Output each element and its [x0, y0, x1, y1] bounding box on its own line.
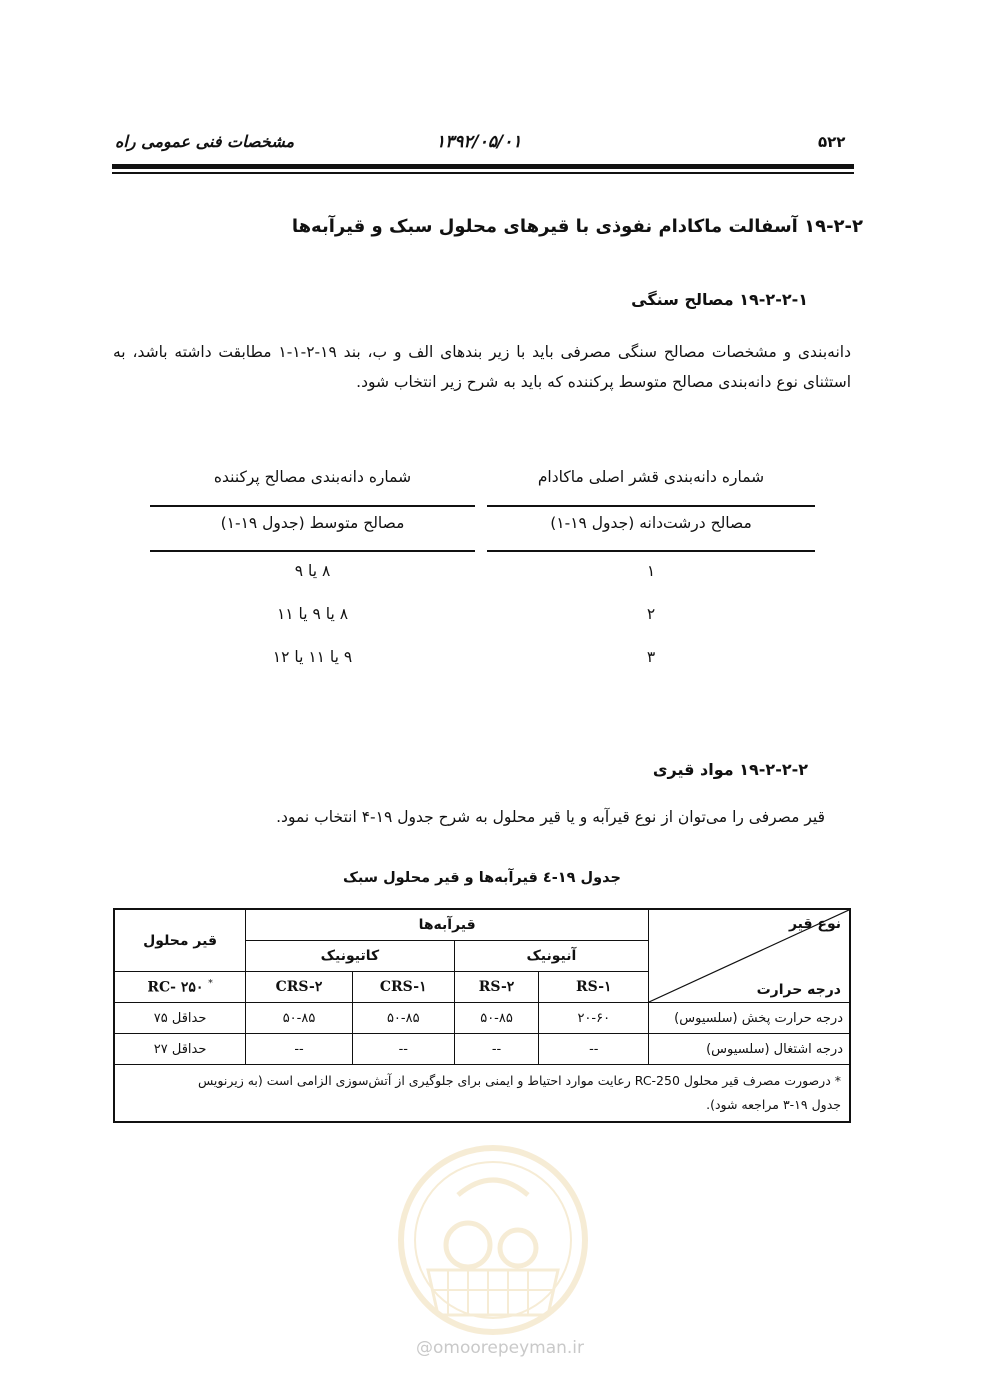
subsection-heading-aggregates: ۱۹-۲-۲-۱ مصالح سنگی	[631, 290, 808, 309]
grading-filler-3: ۹ یا ۱۱ یا ۱۲	[272, 648, 353, 666]
grading-col2-header-line1: شماره دانه‌بندی مصالح پرکننده	[213, 468, 412, 486]
grade-rc250-label: RC- ۲۵۰	[147, 979, 204, 996]
grade-crs2: CRS-۲	[246, 972, 353, 1003]
cell-flash-rs2: --	[454, 1034, 539, 1065]
paragraph-bitumen: قیر مصرفی را می‌توان از نوع قیرآبه و یا قیر محلول به شرح جدول ۱۹-۴ انتخاب نمود.	[276, 808, 825, 826]
footnote-line-2: جدول ۱۹-۳ مراجعه شود).	[706, 1097, 841, 1112]
grading-main-3: ۳	[646, 648, 656, 666]
grading-col1-header-line2: مصالح درشت‌دانه (جدول ۱۹-۱)	[550, 514, 752, 532]
watermark-text: @omoorepeyman.ir	[415, 1338, 585, 1358]
bitumen-table	[113, 908, 851, 1123]
paragraph-aggregates: دانه‌بندی و مشخصات مصالح سنگی مصرفی باید با زیر بندهای الف و ب، بند ۱۹-۲-۱-۱ مطابقت داشته باشد، به استثنای نوع دانه‌بندی مصالح متوسط پرکننده که باید به شرح زیر انتخاب شود.	[113, 343, 851, 391]
cell-flash-crs2: --	[246, 1034, 353, 1065]
grade-rc250-star: *	[208, 978, 213, 989]
grading-filler-1: ۸ یا ۹	[294, 562, 331, 580]
running-header-title: مشخصات فنی عمومی راه	[115, 132, 295, 151]
cell-flash-rc250: حداقل ۲۷	[114, 1034, 246, 1065]
running-header-date: ۱۳۹۲/۰۵/۰۱	[436, 132, 522, 152]
grading-rule-2b	[150, 550, 475, 552]
row-label-spray-temp: درجه حرارت پخش (سلسیوس)	[649, 1003, 850, 1034]
grading-col1-header-line1: شماره دانه‌بندی قشر اصلی ماکادام	[537, 468, 765, 486]
grade-crs1: CRS-۱	[352, 972, 454, 1003]
cell-spray-crs2: ۵۰-۸۵	[246, 1003, 353, 1034]
cell-spray-crs1: ۵۰-۸۵	[352, 1003, 454, 1034]
grading-main-2: ۲	[646, 605, 656, 623]
row-label-flash-point: درجه اشتغال (سلسیوس)	[649, 1034, 850, 1065]
cutback-header: قیر محلول	[114, 909, 246, 972]
grading-main-1: ۱	[646, 562, 656, 580]
cell-spray-rs2: ۵۰-۸۵	[454, 1003, 539, 1034]
cell-spray-rc250: حداقل ۷۵	[114, 1003, 246, 1034]
header-rule-thick	[112, 164, 854, 169]
header-rule-thin	[112, 172, 854, 174]
subsection-heading-bitumen: ۱۹-۲-۲-۲ مواد قیری	[652, 760, 808, 779]
grading-rule-1b	[150, 505, 475, 507]
grading-col2-header-line2: مصالح متوسط (جدول ۱۹-۱)	[220, 514, 405, 532]
page-number: ۵۲۲	[818, 133, 846, 151]
grade-rc250	[114, 972, 246, 1003]
footnote-line-1: * درصورت مصرف قیر محلول RC-250 رعایت موارد احتیاط و ایمنی برای جلوگیری از آتش‌سوزی الزامی است (به زیرنویس	[197, 1073, 841, 1088]
cell-flash-crs1: --	[352, 1034, 454, 1065]
table-footnote	[114, 1065, 850, 1123]
watermark-logo	[388, 1140, 598, 1340]
grade-rs1: RS-۱	[539, 972, 649, 1003]
corner-bottom-label: درجه حرارت	[756, 982, 841, 998]
cationic-header: کاتیونیک	[246, 941, 454, 972]
section-heading: ۱۹-۲-۲ آسفالت ماکادام نفوذی با قیرهای محلول سبک و قیرآبه‌ها	[291, 216, 863, 237]
emulsions-header: قیرآبه‌ها	[246, 909, 649, 941]
table-caption: جدول ۱۹-٤ قیرآبه‌ها و قیر محلول سبک	[343, 870, 621, 886]
grading-rule-2a	[487, 550, 815, 552]
cell-flash-rs1: --	[539, 1034, 649, 1065]
grading-filler-2: ۸ یا ۹ یا ۱۱	[276, 605, 349, 623]
grade-rs2: RS-۲	[454, 972, 539, 1003]
corner-cell	[649, 909, 850, 1003]
cell-spray-rs1: ۲۰-۶۰	[539, 1003, 649, 1034]
grading-rule-1a	[487, 505, 815, 507]
anionic-header: آنیونیک	[454, 941, 648, 972]
corner-top-label: نوع قیر	[788, 916, 841, 932]
